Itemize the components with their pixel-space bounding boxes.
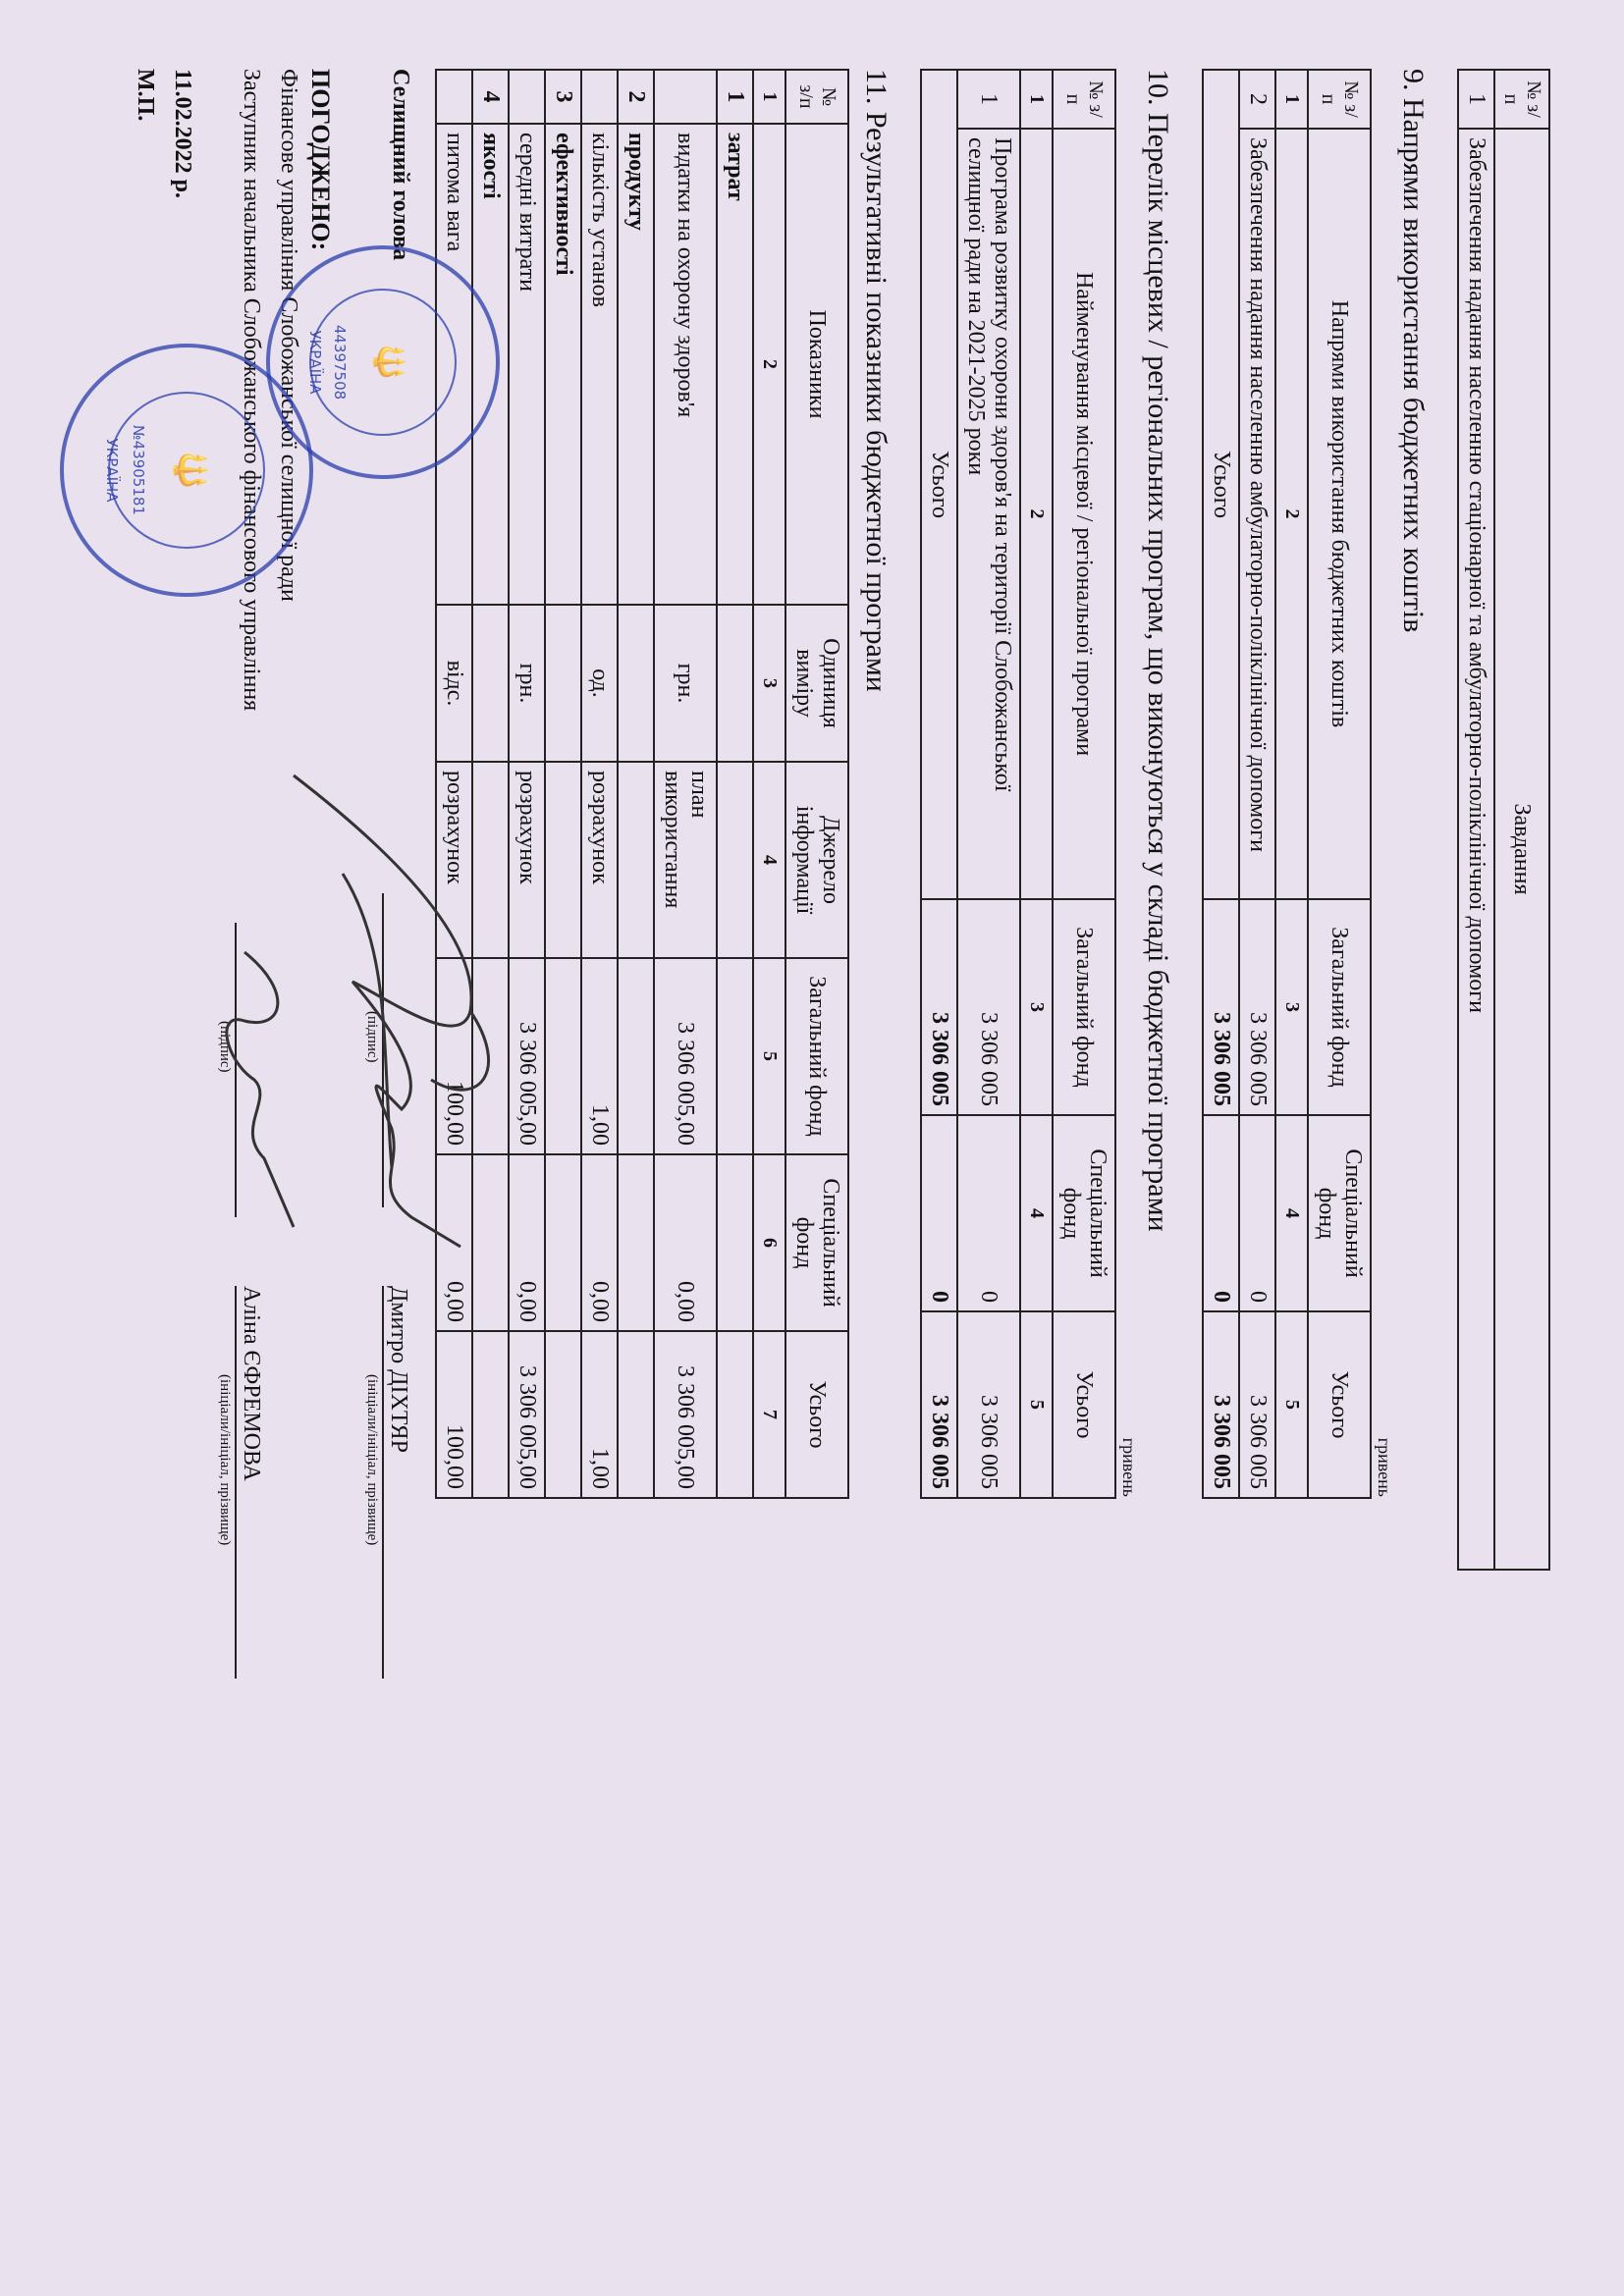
dir-cell-special: 0 [1239,1115,1275,1311]
prog-index-3: 3 [1020,899,1053,1115]
ind-cell-unit: відс. [436,605,472,762]
section-10-title: 10. Перелік місцевих / регіональних програм, що виконуються у складі бюджетної програми [1142,69,1174,1232]
dir-index-2: 2 [1275,129,1308,899]
prog-cell-special: 0 [957,1115,1020,1311]
prog-cell-num: 1 [957,70,1020,129]
ind-cell-special: 0,00 [509,1154,545,1331]
prog-total-special: 0 [921,1115,957,1311]
dir-header-num: № з/п [1308,70,1371,129]
prog-header-num: № з/п [1053,70,1115,129]
ind-cell-total: 3 306 005,00 [509,1331,545,1498]
head-sign-caption: (підпис) [364,1011,380,1063]
deputy-name: Аліна ЄФРЕМОВА [239,1286,264,1481]
prog-total-label: Усього [921,70,957,899]
dir-cell-direction: Забезпечення надання населенню амбулаторно-поліклінічної допомоги [1239,129,1275,899]
prog-header-special: Спеціальний фонд [1053,1115,1115,1311]
table-total-row [921,70,957,1498]
council-stamp-country: УКРАЇНА [306,330,324,395]
dir-cell-general: 3 306 005 [1239,899,1275,1115]
table-row [1458,70,1494,1570]
ind-index-7: 7 [753,1331,785,1498]
document-date: 11.02.2022 р. [170,69,195,199]
prog-total-general: 3 306 005 [921,899,957,1115]
ind-group-num: 4 [472,70,509,124]
prog-index-2: 2 [1020,129,1053,899]
prog-header-total: Усього [1053,1311,1115,1498]
dir-total-label: Усього [1203,70,1239,899]
head-name-caption: (ініціали/ініціал, прізвище) [364,1374,380,1546]
ind-cell-special: 0,00 [654,1154,717,1331]
prog-cell-general: 3 306 005 [957,899,1020,1115]
ind-index-3: 3 [753,605,785,762]
ind-cell-indicator: видатки на охорону здоров'я [654,124,717,605]
prog-cell-total: 3 306 005 [957,1311,1020,1498]
ind-index-5: 5 [753,958,785,1154]
deputy-name-line [235,1286,237,1679]
indicator-group-row [545,70,581,1498]
ind-index-2: 2 [753,124,785,605]
ind-cell-source: розрахунок [581,762,618,958]
deputy-sign-caption: (підпис) [217,1021,233,1073]
programs-table [920,69,1116,1499]
section-11-title: 11. Результативні показники бюджетної програми [860,69,893,692]
prog-index-4: 4 [1020,1115,1053,1311]
ind-header-unit: Одиниця виміру [785,605,848,762]
finance-stamp-code: №43905181 [130,425,147,515]
dir-cell-total: 3 306 005 [1239,1311,1275,1498]
table-total-row [1203,70,1239,1498]
prog-index-1: 1 [1020,70,1053,129]
directions-table [1202,69,1372,1499]
section-9-title: 9. Напрями використання бюджетних коштів [1397,69,1430,633]
table-row [1239,70,1275,1498]
ind-cell-source: план використання [654,762,717,958]
ind-cell-total: 1,00 [581,1331,618,1498]
head-title: Селищний голова [388,69,413,261]
ind-cell-total: 3 306 005,00 [654,1331,717,1498]
deputy-handwritten-signature [195,933,313,1247]
table-row [957,70,1020,1498]
section-9-unit: гривень [1375,1437,1394,1497]
deputy-signature-stroke [227,952,294,1227]
dir-header-general: Загальний фонд [1308,899,1371,1115]
dir-cell-num: 2 [1239,70,1275,129]
dir-index-5: 5 [1275,1311,1308,1498]
signature-area [87,69,421,2228]
deputy-title: Заступник начальника Слобожанського фінансового управління [239,69,264,712]
ind-index-6: 6 [753,1154,785,1331]
ind-cell-source: розрахунок [509,762,545,958]
dir-total-special: 0 [1203,1115,1239,1311]
ind-group-name: якості [472,124,509,605]
ind-cell-general: 3 306 005,00 [654,958,717,1154]
dir-header-total: Усього [1308,1311,1371,1498]
deputy-name-caption: (ініціали/ініціал, прізвище) [217,1374,233,1546]
head-name: Дмитро ДІХТЯР [386,1286,411,1453]
ind-cell-indicator: середні витрати [509,124,545,605]
dir-index-1: 1 [1275,70,1308,129]
ind-header-source: Джерело інформації [785,762,848,958]
ind-header-num: № з/п [785,70,848,124]
table-row [654,70,717,1498]
ind-cell-indicator: кількість установ [581,124,618,605]
dir-index-3: 3 [1275,899,1308,1115]
dir-total-total: 3 306 005 [1203,1311,1239,1498]
indicator-group-row [717,70,753,1498]
ind-cell-general: 1,00 [581,958,618,1154]
ind-cell-unit: грн. [509,605,545,762]
prog-cell-name: Програма розвитку охорони здоров'я на території Слобожанської селищної ради на 2021-2025 роки [957,129,1020,899]
ind-header-special: Спеціальний фонд [785,1154,848,1331]
finance-stamp [60,344,313,597]
ind-cell-special: 0,00 [436,1154,472,1331]
ind-header-general: Загальний фонд [785,958,848,1154]
ind-index-1: 1 [753,70,785,124]
indicator-group-row [618,70,654,1498]
document-content [58,69,1550,2228]
dir-header-special: Спеціальний фонд [1308,1115,1371,1311]
tasks-header-num: № з/п [1494,70,1549,129]
ind-group-name: затрат [717,124,753,605]
agreed-label: ПОГОДЖЕНО: [306,69,335,251]
council-stamp-code: 44397508 [331,324,349,400]
head-name-line [382,1286,384,1679]
section-10-unit: гривень [1119,1437,1139,1497]
agency-name: Фінансове управління Слобожанської селищної ради [276,69,301,602]
dir-total-general: 3 306 005 [1203,899,1239,1115]
ind-cell-unit: грн. [654,605,717,762]
ind-cell-total: 100,00 [436,1331,472,1498]
mp-label: М.П. [133,69,158,122]
head-signature-stroke [294,775,489,1247]
ind-header-indicator: Показники [785,124,848,605]
ind-cell-indicator: питома вага [436,124,472,605]
tasks-table [1457,69,1550,1571]
prog-total-total: 3 306 005 [921,1311,957,1498]
prog-header-name: Найменування місцевої / регіональної програми [1053,129,1115,899]
finance-stamp-country: УКРАЇНА [103,438,121,503]
finance-stamp-emblem-icon: 🔱 [172,451,209,490]
tasks-header-task: Завдання [1494,129,1549,1570]
ind-cell-general: 100,00 [436,958,472,1154]
tasks-cell-num: 1 [1458,70,1494,129]
council-stamp-emblem-icon: 🔱 [371,344,406,381]
ind-header-total: Усього [785,1331,848,1498]
ind-group-name: продукту [618,124,654,605]
table-row [581,70,618,1498]
prog-header-general: Загальний фонд [1053,899,1115,1115]
ind-group-num: 1 [717,70,753,124]
ind-cell-source: розрахунок [436,762,472,958]
tasks-cell-task: Забезпечення надання населенню стаціонарної та амбулаторно-поліклінічної допомоги [1458,129,1494,1570]
dir-index-4: 4 [1275,1115,1308,1311]
ind-group-name: ефективності [545,124,581,605]
ind-cell-unit: од. [581,605,618,762]
ind-group-num: 3 [545,70,581,124]
ind-index-4: 4 [753,762,785,958]
prog-index-5: 5 [1020,1311,1053,1498]
dir-header-direction: Напрями використання бюджетних коштів [1308,129,1371,899]
ind-group-num: 2 [618,70,654,124]
ind-cell-general: 3 306 005,00 [509,958,545,1154]
ind-cell-special: 0,00 [581,1154,618,1331]
